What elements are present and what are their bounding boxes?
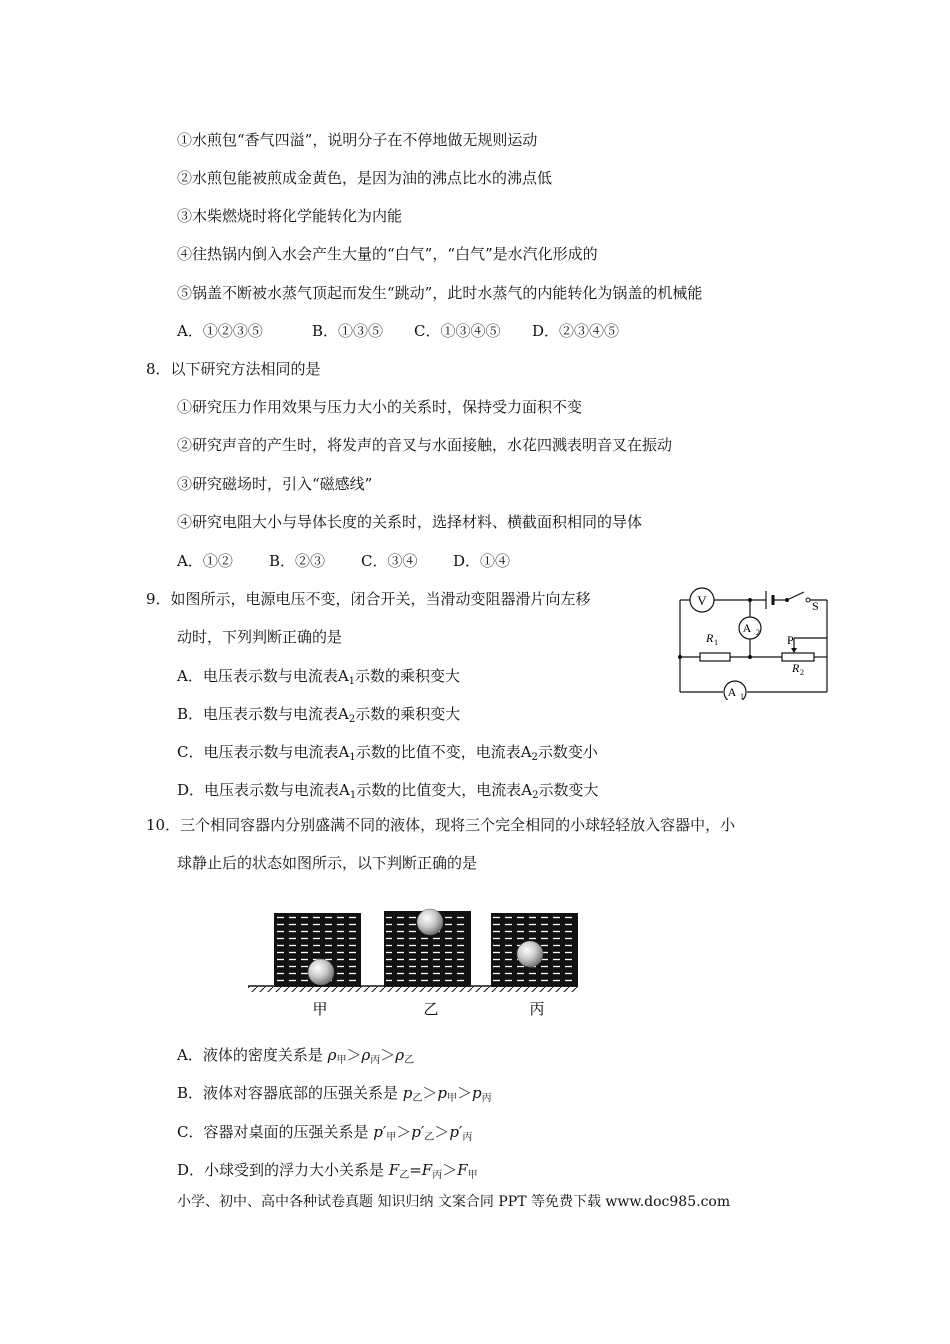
q10-stem-1: 10．三个相同容器内分别盛满不同的液体，现将三个完全相同的小球轻轻放入容器中，小 xyxy=(146,816,736,834)
switch-label: S xyxy=(812,599,819,613)
ammeter-a2-symbol xyxy=(739,617,761,639)
resistor-r1-label: R xyxy=(706,631,714,645)
ammeter-a1-symbol xyxy=(724,681,746,700)
switch-contact-left xyxy=(785,598,789,602)
rheostat-r2-sub: 2 xyxy=(800,668,804,677)
ball-bing xyxy=(517,941,543,967)
q9-stem-2: 动时，下列判断正确的是 xyxy=(177,628,343,646)
q7-option-c: C．①③④⑤ xyxy=(414,322,501,340)
footer-text: 小学、初中、高中各种试卷真题 知识归纳 文案合同 PPT 等免费下载 www.doc985.com xyxy=(177,1194,731,1210)
containers-diagram xyxy=(240,900,580,1025)
q10-option-c: C．容器对桌面的压强关系是 $p'_甲>p'_乙>p'_丙$ xyxy=(177,1123,473,1143)
junction-middle xyxy=(748,655,752,659)
q10-option-a: A．液体的密度关系是 $\rho_甲>\rho_丙>\rho_乙$ xyxy=(177,1046,415,1066)
label-yi: 乙 xyxy=(423,1000,439,1018)
q8-option-b: B．②③ xyxy=(269,552,326,570)
ball-yi xyxy=(417,909,443,935)
ammeter-a2-sub: 2 xyxy=(756,628,760,637)
q9-option-c: C．电压表示数与电流表$A_1$示数的比值不变，电流表$A_2$示数变小 xyxy=(177,743,598,763)
q9-option-a: A．电压表示数与电流表$A_1$示数的乘积变大 xyxy=(177,667,461,687)
table-hatch xyxy=(248,987,578,992)
q7-item-5: ⑤锅盖不断被水蒸气顶起而发生“跳动”，此时水蒸气的内能转化为锅盖的机械能 xyxy=(177,284,703,302)
q8-item-3: ③研究磁场时，引入“磁感线” xyxy=(177,475,373,493)
q7-option-d: D．②③④⑤ xyxy=(532,322,620,340)
junction-left xyxy=(678,655,682,659)
q7-option-b: B．①③⑤ xyxy=(312,322,384,340)
q7-options xyxy=(177,321,619,341)
q8-options xyxy=(177,551,510,571)
q8-item-4: ④研究电阻大小与导体长度的关系时，选择材料、横截面积相同的导体 xyxy=(177,513,643,531)
q7-item-2: ②水煎包能被煎成金黄色，是因为油的沸点比水的沸点低 xyxy=(177,169,553,187)
voltmeter-symbol xyxy=(690,588,714,612)
slider-arrow xyxy=(791,648,797,653)
q8-item-2: ②研究声音的产生时，将发声的音叉与水面接触，水花四溅表明音叉在振动 xyxy=(177,436,673,454)
junction-top xyxy=(748,598,752,602)
ball-jia xyxy=(308,959,334,985)
rheostat-r2 xyxy=(782,653,814,661)
switch-contact-right xyxy=(806,598,810,602)
resistor-r1-sub: 1 xyxy=(714,638,718,647)
q8-option-d: D．①④ xyxy=(453,552,511,570)
label-jia: 甲 xyxy=(312,1000,328,1018)
q10-stem-2: 球静止后的状态如图所示，以下判断正确的是 xyxy=(177,854,478,872)
voltmeter-label: V xyxy=(697,593,707,608)
q7-item-4: ④往热锅内倒入水会产生大量的“白气”，“白气”是水汽化形成的 xyxy=(177,245,598,263)
q8-item-1: ①研究压力作用效果与压力大小的关系时，保持受力面积不变 xyxy=(177,398,583,416)
q7-item-1: ①水煎包“香气四溢”，说明分子在不停地做无规则运动 xyxy=(177,131,538,149)
q9-option-d: D．电压表示数与电流表$A_1$示数的比值变大，电流表$A_2$示数变大 xyxy=(177,781,599,801)
ammeter-a1-sub: 1 xyxy=(740,692,744,700)
q8-option-c: C．③④ xyxy=(361,552,418,570)
resistor-r1 xyxy=(700,653,730,661)
q9-stem-1: 9．如图所示，电源电压不变，闭合开关，当滑动变阻器滑片向左移 xyxy=(146,590,591,608)
q8-option-a: A．①② xyxy=(177,552,233,570)
rheostat-r2-label: R xyxy=(792,661,800,675)
q10-option-d: D．小球受到的浮力大小关系是 $F_乙=F_丙>F_甲$ xyxy=(177,1161,478,1181)
q10-option-b: B．液体对容器底部的压强关系是 $p_乙>p_甲>p_丙$ xyxy=(177,1084,492,1104)
q8-stem: 8．以下研究方法相同的是 xyxy=(146,360,321,378)
q7-item-3: ③木柴燃烧时将化学能转化为内能 xyxy=(177,207,403,225)
slider-label: P xyxy=(787,633,794,647)
circuit-diagram xyxy=(672,585,837,700)
q7-option-a: A．①②③⑤ xyxy=(177,322,263,340)
q9-option-b: B．电压表示数与电流表$A_2$示数的乘积变大 xyxy=(177,705,461,725)
ammeter-a1-label: A xyxy=(727,685,737,699)
label-bing: 丙 xyxy=(529,1000,545,1018)
ammeter-a2-label: A xyxy=(742,621,752,635)
